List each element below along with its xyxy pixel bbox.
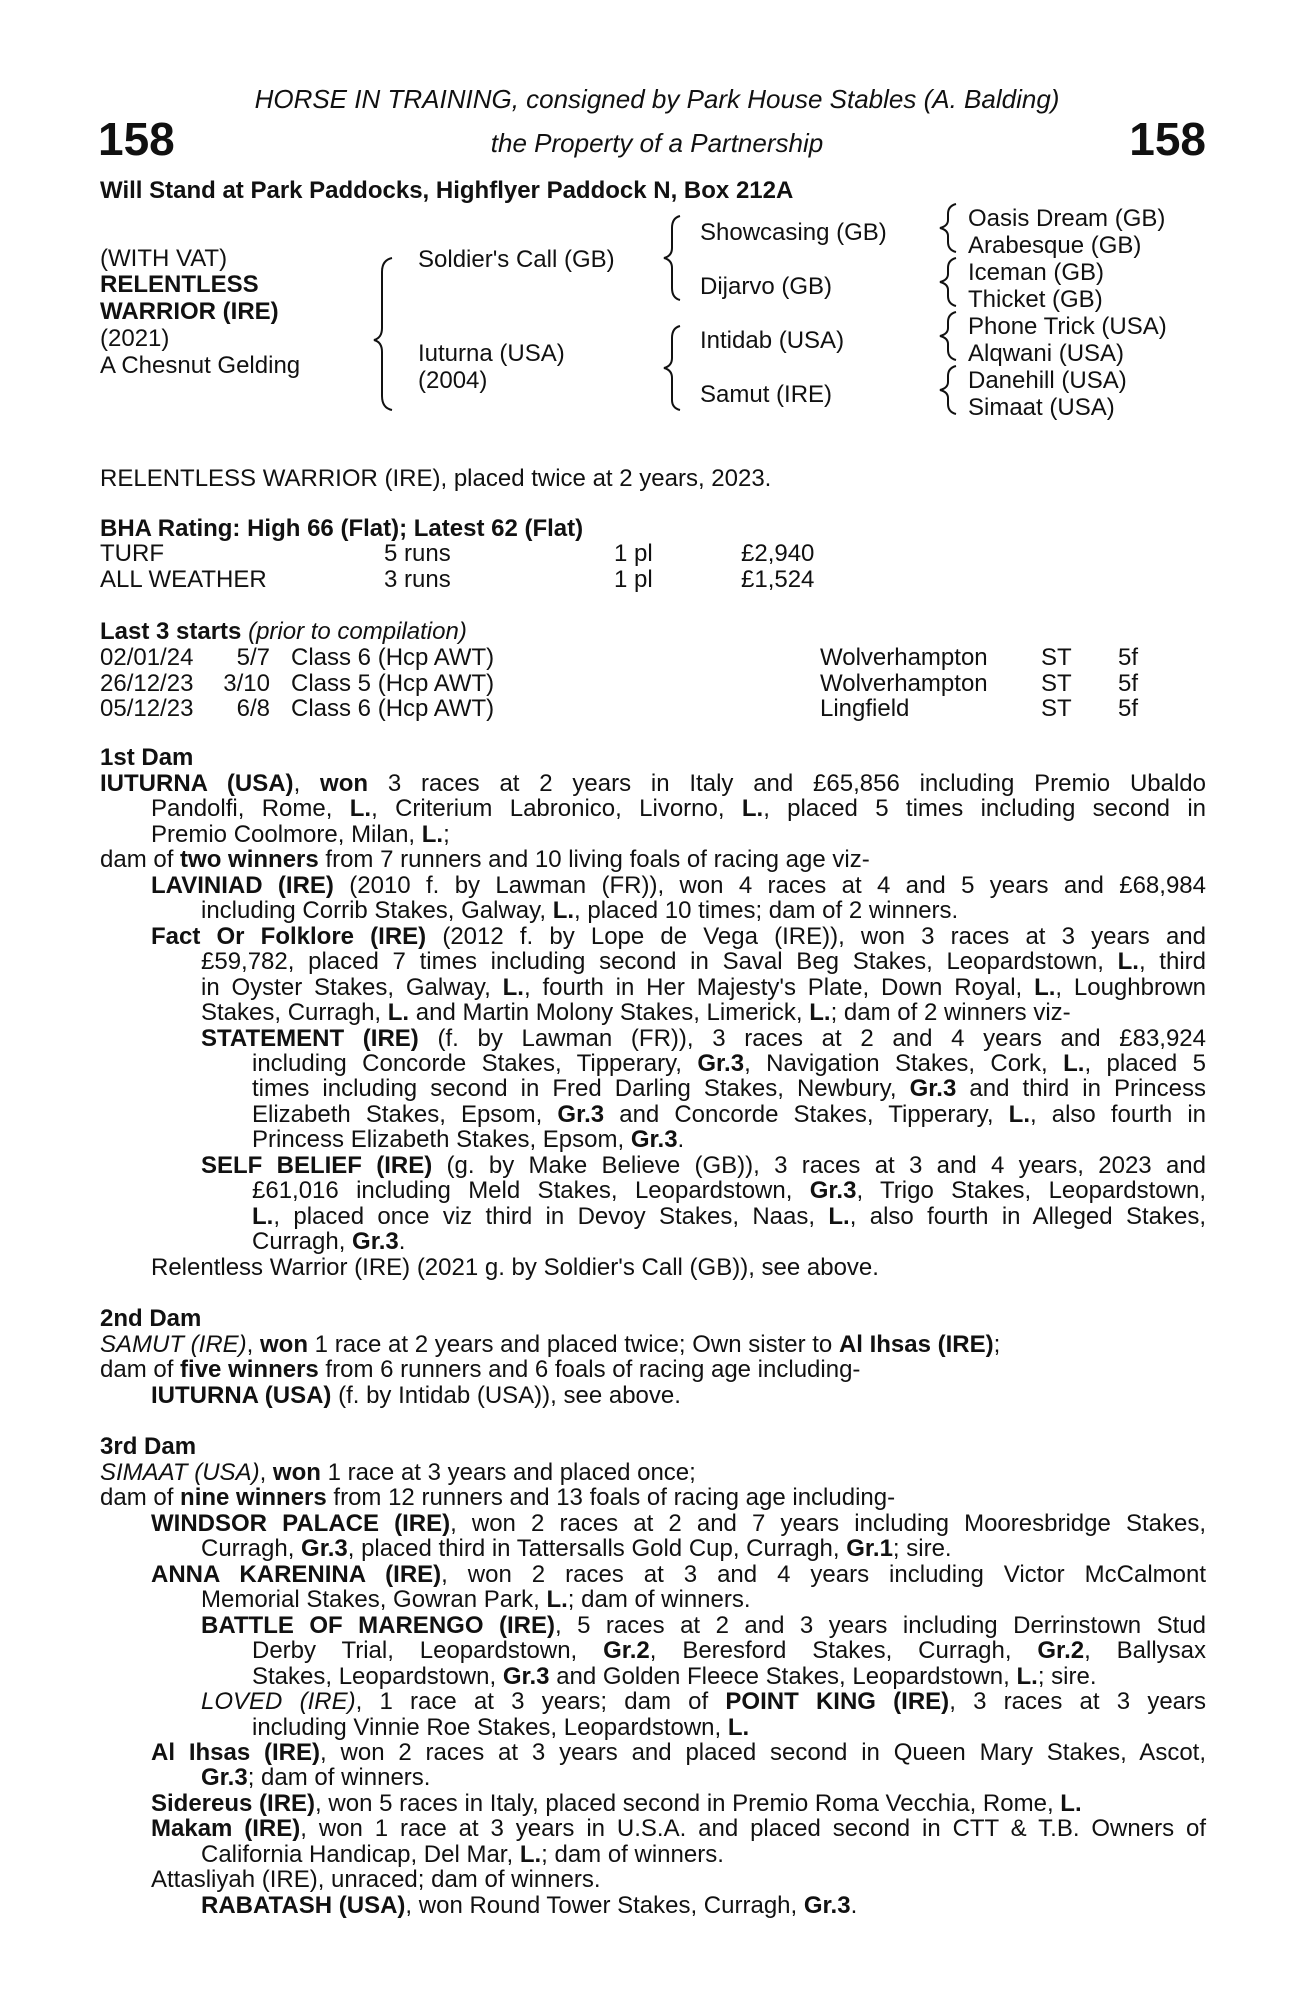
pedigree-sire-dam: Dijarvo (GB) — [700, 273, 833, 300]
start-date: 26/12/23 — [100, 669, 194, 697]
pedigree-text-line: dam of five winners from 6 runners and 6 foals of racing age including- — [100, 1356, 861, 1384]
pedigree-text-line: Stakes, Curragh, L. and Martin Molony Stakes, Limerick, L.; dam of 2 winners viz- — [201, 999, 1071, 1027]
pedigree-text-line: LAVINIAD (IRE) (2010 f. by Lawman (FR)), won 4 races at 4 and 5 years and £68,984 — [151, 871, 1206, 899]
pedigree-text-line: including Vinnie Roe Stakes, Leopardstown, L. — [252, 1713, 750, 1741]
race-summary: RELENTLESS WARRIOR (IRE), placed twice at 2 years, 2023. — [100, 465, 772, 492]
rating-placed: 1 pl — [614, 566, 653, 593]
rating-placed: 1 pl — [614, 540, 653, 567]
start-position: 6/8 — [236, 695, 270, 722]
third-dam-heading: 3rd Dam — [100, 1433, 197, 1460]
pedigree-text-line: Attasliyah (IRE), unraced; dam of winners. — [151, 1866, 601, 1894]
rating-runs: 5 runs — [384, 540, 451, 567]
pedigree-text-line: STATEMENT (IRE) (f. by Lawman (FR)), 3 races at 2 and 4 years and £83,924 — [201, 1024, 1206, 1052]
last-starts-title: Last 3 starts — [100, 618, 242, 645]
pedigree-text-line: SIMAAT (USA), won 1 race at 3 years and placed once; — [100, 1459, 696, 1486]
pedigree-text-line: Gr.3; dam of winners. — [201, 1764, 431, 1792]
pedigree-text-line: Sidereus (IRE), won 5 races in Italy, placed second in Premio Roma Vecchia, Rome, L. — [151, 1789, 1082, 1817]
pedigree-text-line: dam of nine winners from 12 runners and 13 foals of racing age including- — [100, 1484, 896, 1512]
rating-runs: 3 runs — [384, 566, 451, 593]
start-date: 05/12/23 — [100, 695, 194, 722]
pedigree-text-line: Makam (IRE), won 1 race at 3 years in U.S.A. and placed second in CTT & T.B. Owners of — [151, 1815, 1206, 1843]
pedigree-text-line: LOVED (IRE), 1 race at 3 years; dam of POINT KING (IRE), 3 races at 3 years — [201, 1688, 1207, 1716]
second-dam-heading: 2nd Dam — [100, 1305, 202, 1332]
start-distance: 5f — [1118, 695, 1139, 722]
catalogue-heading: HORSE IN TRAINING, consigned by Park House Stables (A. Balding) — [254, 84, 1060, 114]
pedigree-dam-year: (2004) — [418, 367, 488, 394]
start-going: ST — [1041, 695, 1072, 722]
pedigree-text-line: Curragh, Gr.3, placed third in Tattersalls Gold Cup, Curragh, Gr.1; sire. — [201, 1535, 952, 1563]
pedigree-text-line: IUTURNA (USA) (f. by Intidab (USA)), see above. — [151, 1381, 681, 1409]
pedigree-text-line: Stakes, Leopardstown, Gr.3 and Golden Fleece Stakes, Leopardstown, L.; sire. — [252, 1662, 1097, 1690]
rating-surface: ALL WEATHER — [100, 566, 267, 593]
pedigree-text-line: Curragh, Gr.3. — [252, 1228, 406, 1256]
horse-description: A Chesnut Gelding — [100, 352, 301, 379]
pedigree-text-line: Princess Elizabeth Stakes, Epsom, Gr.3. — [252, 1126, 685, 1154]
pedigree-text-line: Al Ihsas (IRE), won 2 races at 3 years and placed second in Queen Mary Stakes, Ascot, — [151, 1738, 1206, 1766]
pedigree-text-line: SELF BELIEF (IRE) (g. by Make Believe (GB)), 3 races at 3 and 4 years, 2023 and — [201, 1151, 1206, 1179]
pedigree-text-line: Memorial Stakes, Gowran Park, L.; dam of winners. — [201, 1586, 751, 1614]
start-going: ST — [1041, 669, 1072, 697]
stable-location: Will Stand at Park Paddocks, Highflyer Paddock N, Box 212A — [100, 177, 794, 204]
start-race: Class 5 (Hcp AWT) — [291, 669, 495, 697]
pedigree-text-line: SAMUT (IRE), won 1 race at 2 years and placed twice; Own sister to Al Ihsas (IRE); — [100, 1331, 1001, 1358]
pedigree-sire: Soldier's Call (GB) — [418, 246, 615, 273]
pedigree-text-line: Elizabeth Stakes, Epsom, Gr.3 and Concorde Stakes, Tipperary, L., also fourth in — [252, 1100, 1207, 1128]
pedigree-dam-dam: Samut (IRE) — [700, 381, 833, 408]
pedigree-text-line: Premio Coolmore, Milan, L.; — [151, 820, 450, 848]
pedigree-dam-sire: Intidab (USA) — [700, 327, 845, 354]
vat-status: (WITH VAT) — [100, 245, 228, 272]
pedigree-text-line: RABATASH (USA), won Round Tower Stakes, Curragh, Gr.3. — [201, 1891, 858, 1919]
start-distance: 5f — [1118, 644, 1139, 671]
last-starts-note: (prior to compilation) — [248, 618, 467, 645]
last-starts-heading — [100, 619, 467, 644]
rating-earnings: £2,940 — [741, 540, 815, 567]
start-course: Wolverhampton — [820, 644, 988, 671]
pedigree-gen4-8: Simaat (USA) — [968, 394, 1115, 421]
start-race: Class 6 (Hcp AWT) — [291, 695, 495, 722]
pedigree-text-line: including Corrib Stakes, Galway, L., placed 10 times; dam of 2 winners. — [201, 897, 959, 925]
pedigree-text-line: ANNA KARENINA (IRE), won 2 races at 3 and 4 years including Victor McCalmont — [151, 1560, 1207, 1588]
start-position: 5/7 — [236, 644, 270, 671]
start-position: 3/10 — [223, 669, 270, 697]
start-course: Lingfield — [820, 695, 910, 722]
first-dam-heading: 1st Dam — [100, 744, 194, 771]
bha-rating: BHA Rating: High 66 (Flat); Latest 62 (Flat) — [100, 515, 584, 542]
pedigree-gen4-2: Arabesque (GB) — [968, 232, 1142, 259]
start-distance: 5f — [1118, 669, 1139, 697]
horse-year: (2021) — [100, 325, 170, 352]
rating-surface: TURF — [100, 540, 164, 567]
pedigree-gen4-5: Phone Trick (USA) — [968, 313, 1167, 340]
pedigree-text-line: WINDSOR PALACE (IRE), won 2 races at 2 and 7 years including Mooresbridge Stakes, — [151, 1509, 1206, 1537]
start-going: ST — [1041, 644, 1072, 671]
pedigree-text-line: times including second in Fred Darling Stakes, Newbury, Gr.3 and third in Princess — [252, 1075, 1206, 1103]
pedigree-text-line: Relentless Warrior (IRE) (2021 g. by Soldier's Call (GB)), see above. — [151, 1253, 879, 1281]
pedigree-gen4-3: Iceman (GB) — [968, 259, 1105, 286]
pedigree-text-line: Fact Or Folklore (IRE) (2012 f. by Lope de Vega (IRE)), won 3 races at 3 years and — [151, 922, 1207, 950]
horse-name-line2: WARRIOR (IRE) — [100, 298, 279, 325]
pedigree-dam: Iuturna (USA) — [418, 340, 565, 367]
pedigree-gen4-1: Oasis Dream (GB) — [968, 205, 1166, 232]
pedigree-text-line: in Oyster Stakes, Galway, L., fourth in Her Majesty's Plate, Down Royal, L., Loughbrown — [201, 973, 1206, 1001]
pedigree-gen4-4: Thicket (GB) — [968, 286, 1103, 313]
pedigree-sire-sire: Showcasing (GB) — [700, 219, 887, 246]
pedigree-text-line: BATTLE OF MARENGO (IRE), 5 races at 2 and 3 years including Derrinstown Stud — [201, 1611, 1206, 1639]
pedigree-gen4-6: Alqwani (USA) — [968, 340, 1125, 367]
pedigree-text-line: IUTURNA (USA), won 3 races at 2 years in Italy and £65,856 including Premio Ubaldo — [100, 770, 1207, 797]
rating-earnings: £1,524 — [741, 566, 815, 593]
pedigree-text-line: including Concorde Stakes, Tipperary, Gr.3, Navigation Stakes, Cork, L., placed 5 — [252, 1049, 1207, 1077]
lot-number-right: 158 — [1129, 113, 1206, 165]
lot-number-left: 158 — [98, 113, 175, 165]
pedigree-text-line: L., placed once viz third in Devoy Stakes, Naas, L., also fourth in Alleged Stakes, — [252, 1202, 1206, 1230]
pedigree-text-line: dam of two winners from 7 runners and 10 living foals of racing age viz- — [100, 846, 870, 874]
pedigree-text-line: Pandolfi, Rome, L., Criterium Labronico, Livorno, L., placed 5 times including second in — [151, 795, 1207, 823]
pedigree-text-line: £61,016 including Meld Stakes, Leopardstown, Gr.3, Trigo Stakes, Leopardstown, — [252, 1177, 1207, 1205]
catalogue-subheading: the Property of a Partnership — [490, 128, 824, 158]
pedigree-text-line: £59,782, placed 7 times including second in Saval Beg Stakes, Leopardstown, L., third — [201, 948, 1206, 976]
pedigree-text-line: California Handicap, Del Mar, L.; dam of winners. — [201, 1840, 724, 1868]
start-race: Class 6 (Hcp AWT) — [291, 644, 495, 671]
pedigree-text-line: Derby Trial, Leopardstown, Gr.2, Beresford Stakes, Curragh, Gr.2, Ballysax — [252, 1637, 1206, 1665]
start-course: Wolverhampton — [820, 669, 988, 697]
start-date: 02/01/24 — [100, 644, 194, 671]
pedigree-gen4-7: Danehill (USA) — [968, 367, 1127, 394]
horse-name-line1: RELENTLESS — [100, 271, 259, 298]
